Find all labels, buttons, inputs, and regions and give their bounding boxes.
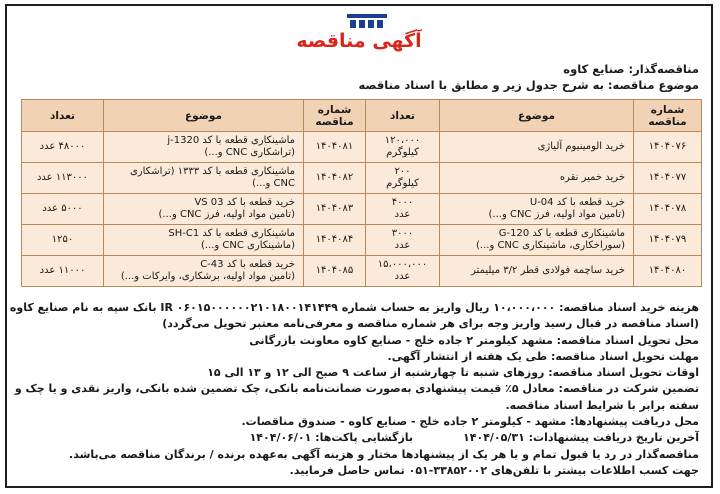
guarantee-line: تضمین شرکت در مناقصه: معادل ۵٪ قیمت پیشنهادی به‌صورت ضمانت‌نامه بانکی، چک تضمین شده بانکی، واریز نقدی و یا چک و [14, 382, 699, 396]
subject-detail: (تامین مواد اولیه، فرز CNC و...) [158, 209, 295, 220]
cell-number: ۱۴۰۴۰۷۶ [634, 132, 702, 163]
qty-unit: عدد [394, 209, 411, 220]
subject-line: موضوع مناقصه: به شرح جدول زیر و مطابق با اسناد مناقصه [358, 78, 699, 92]
subject-detail: (تامین مواد اولیه، برشکاری، وایرکات و...) [120, 271, 295, 282]
receipt-place-line: محل دریافت پیشنهادها: مشهد - کیلومتر ۲ جاده خلج - صنایع کاوه - صندوق مناقصات. [241, 415, 699, 429]
cell-number: ۱۴۰۴۰۸۴ [304, 225, 366, 256]
qty-unit: عدد [394, 271, 411, 282]
col-number-2: شماره مناقصه [304, 100, 366, 132]
cell-number: ۱۴۰۴۰۷۷ [634, 163, 702, 194]
cell-qty [366, 163, 440, 194]
cell-number: ۱۴۰۴۰۸۵ [304, 256, 366, 287]
company-logo-icon [347, 12, 387, 30]
qty-value: ۱۲۰،۰۰۰ [384, 135, 421, 146]
subject-main: ماشینکاری قطعه با کد j-1320 [167, 135, 295, 146]
table-row [22, 225, 702, 256]
cell-qty: ۵۰۰۰ عدد [22, 194, 104, 225]
subject-detail: (تراشکاری CNC و...) [204, 147, 295, 158]
rights-line: مناقصه‌گذار در رد یا قبول تمام و یا هر یک از پیشنهادها مختار و هزینه آگهی به‌عهده برنده / برندگان مناقصه می‌باشد. [69, 447, 699, 461]
notice-frame [5, 4, 713, 488]
subject-main: خرید قطعه با کد U-04 [529, 197, 625, 208]
deadline-date: آخرین تاریخ دریافت پیشنهادات: ۱۴۰۴/۰۵/۳۱ [463, 431, 699, 445]
subject-detail: (تامین مواد اولیه، فرز CNC و...) [488, 209, 625, 220]
col-qty: تعداد [366, 100, 440, 132]
cell-subject [440, 225, 634, 256]
col-qty-2: تعداد [22, 100, 104, 132]
subject-detail: (ماشینکاری CNC و...) [200, 240, 295, 251]
qty-unit: کیلوگرم [386, 178, 419, 189]
cell-number: ۱۴۰۴۰۸۰ [634, 256, 702, 287]
delivery-deadline-line: مهلت تحویل اسناد مناقصه: طی یک هفته از انتشار آگهی. [387, 349, 699, 363]
cell-qty: ۱۱۰۰۰ عدد [22, 256, 104, 287]
cell-subject [104, 256, 304, 287]
cell-number: ۱۴۰۴۰۷۹ [634, 225, 702, 256]
notice-title: آگهی مناقصه [296, 30, 422, 52]
delivery-hours-line: اوقات تحویل اسناد مناقصه: روزهای شنبه تا چهارشنبه از ساعت ۹ صبح الی ۱۲ و ۱۳ الی ۱۵ [207, 366, 699, 380]
cell-qty: ۱۱۳۰۰۰ عدد [22, 163, 104, 194]
table-row [22, 163, 702, 194]
contact-line: جهت کسب اطلاعات بیشتر با تلفن‌های ۳۳۸۵۲۰۰۲-۰۵۱ تماس حاصل فرمایید. [289, 463, 699, 477]
tender-table [21, 99, 702, 287]
cell-number: ۱۴۰۴۰۸۳ [304, 194, 366, 225]
cell-subject: خرید خمیر نقره [440, 163, 634, 194]
qty-value: ۳۰۰۰ [391, 228, 414, 239]
col-number: شماره مناقصه [634, 100, 702, 132]
subject-main: ماشینکاری قطعه با کد SH-C1 [168, 228, 295, 239]
cell-subject: خرید الومینیوم آلیاژی [440, 132, 634, 163]
qty-value: ۴۰۰۰ [391, 197, 414, 208]
cell-subject [104, 163, 304, 194]
cell-qty [366, 256, 440, 287]
cell-qty: ۴۸۰۰۰ عدد [22, 132, 104, 163]
qty-unit: کیلوگرم [386, 147, 419, 158]
fee-note-line: (اسناد مناقصه در قبال رسید واریز وجه برای هر شماره مناقصه و معرفی‌نامه معتبر تحویل می‌گردد) [162, 317, 699, 331]
cell-number: ۱۴۰۴۰۸۲ [304, 163, 366, 194]
cell-qty: ۱۲۵۰ [22, 225, 104, 256]
subject-detail: (سوراخکاری، ماشینکاری CNC و...) [476, 240, 625, 251]
qty-value: ۱۵،۰۰۰،۰۰۰ [377, 259, 428, 270]
cell-subject [440, 194, 634, 225]
table-row [22, 256, 702, 287]
delivery-place-line: محل تحویل اسناد مناقصه: مشهد کیلومتر ۲ جاده خلج - صنایع کاوه معاونت بازرگانی [249, 333, 699, 347]
cell-number: ۱۴۰۴۰۸۱ [304, 132, 366, 163]
subject-main: خرید قطعه با کد VS 03 [194, 197, 295, 208]
notice-body [9, 300, 699, 479]
cell-subject [104, 225, 304, 256]
fee-line: هزینه خرید اسناد مناقصه: ۱۰،۰۰۰،۰۰۰ ریال واریز به حساب شماره IR ۰۶۰۱۵۰۰۰۰۰۰۲۱۰۱۸۰۰۱۴۱۴۴۹ بانک سپه به نام صنایع کاوه [9, 301, 699, 314]
guarantee-line-2: سفته برابر با شرایط اسناد مناقصه. [505, 398, 699, 412]
subject-main: ماشینکاری قطعه با کد ۱۳۳۳ (تراشکاری CNC و...) [129, 166, 295, 189]
opening-date: بازگشایی پاکت‌ها: ۱۴۰۴/۰۶/۰۱ [249, 431, 414, 445]
col-subject-2: موضوع [104, 100, 304, 132]
cell-subject [104, 194, 304, 225]
table-row [22, 194, 702, 225]
table-header-row [22, 100, 702, 132]
dates-line [9, 430, 699, 446]
cell-subject: خرید ساچمه فولادی قطر ۳/۲ میلیمتر [440, 256, 634, 287]
cell-qty [366, 132, 440, 163]
col-subject: موضوع [440, 100, 634, 132]
subject-main: ماشینکاری قطعه با کد G-120 [498, 228, 625, 239]
cell-number: ۱۴۰۴۰۷۸ [634, 194, 702, 225]
qty-unit: عدد [394, 240, 411, 251]
cell-subject [104, 132, 304, 163]
organizer-line: مناقصه‌گذار: صنایع کاوه [563, 62, 699, 76]
table-row [22, 132, 702, 163]
cell-qty [366, 225, 440, 256]
qty-value: ۲۰۰ [394, 166, 411, 177]
cell-qty [366, 194, 440, 225]
subject-main: خرید قطعه با کد C-43 [200, 259, 295, 270]
